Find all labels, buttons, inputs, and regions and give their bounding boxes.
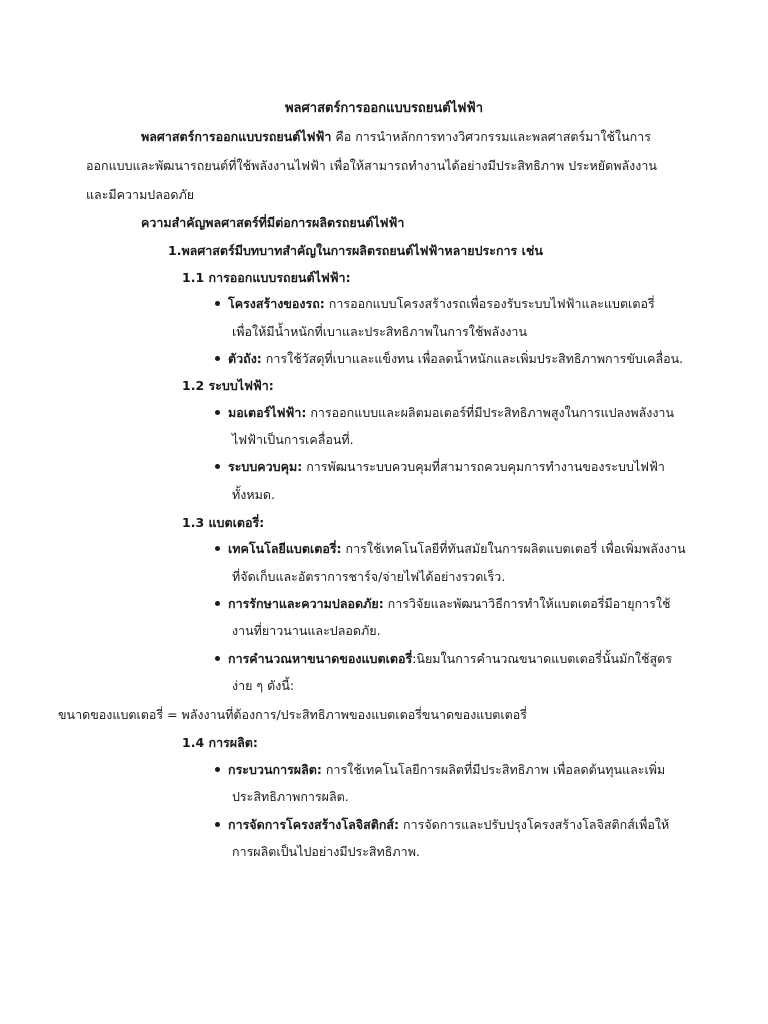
s13-bullet-1 — [228, 539, 686, 559]
bullet-icon — [215, 464, 220, 469]
bullet-term: เทคโนโลยีแบตเตอรี่: — [228, 541, 342, 556]
bullet-text: การใช้เทคโนโลยีที่ทันสมัยในการผลิตแบตเตอรี่ เพื่อเพิ่มพลังงาน — [341, 541, 686, 556]
battery-formula: ขนาดของแบตเตอรี่ = พลังงานที่ต้องการ/ประสิทธิภาพของแบตเตอรี่ขนาดของแบตเตอรี่ — [58, 707, 528, 722]
s13-bullet-1-cont: ที่จัดเก็บและอัตราการชาร์จ/จ่ายไฟได้อย่างรวดเร็ว. — [232, 569, 506, 584]
bullet-icon — [215, 301, 220, 306]
bullet-term: ระบบควบคุม: — [228, 459, 303, 474]
s13-bullet-2 — [228, 594, 670, 614]
bullet-term: การรักษาและความปลอดภัย: — [228, 596, 384, 611]
s12-bullet-1 — [228, 403, 674, 423]
intro-line-1 — [141, 127, 651, 147]
bullet-term: โครงสร้างของรถ: — [228, 296, 325, 311]
s14-bullet-1 — [228, 760, 665, 780]
bullet-icon — [215, 546, 220, 551]
s11-bullet-1 — [228, 294, 655, 314]
bullet-text: การวิจัยและพัฒนาวิธีการทำให้แบตเตอรี่มีอายุการใช้ — [383, 596, 671, 611]
intro-line-2: ออกแบบและพัฒนารถยนต์ที่ใช้พลังงานไฟฟ้า เพื่อให้สามารถทำงานได้อย่างมีประสิทธิภาพ ประหยัดพลังงาน — [86, 158, 657, 173]
bullet-term: การจัดการโครงสร้างโลจิสติกส์: — [228, 817, 400, 832]
section-1-1-heading: 1.1 การออกแบบรถยนต์ไฟฟ้า: — [182, 270, 351, 285]
s12-bullet-2 — [228, 457, 665, 477]
s13-bullet-3-cont: ง่าย ๆ ดังนี้: — [232, 678, 295, 693]
bullet-icon — [215, 767, 220, 772]
bullet-text: การจัดการและปรับปรุงโครงสร้างโลจิสติกส์เพื่อให้ — [399, 817, 670, 832]
section-1-3-heading: 1.3 แบตเตอรี่: — [182, 515, 265, 530]
bullet-text: การออกแบบโครงสร้างรถเพื่อรองรับระบบไฟฟ้าและแบตเตอรี่ — [324, 296, 655, 311]
bullet-text: :นิยมในการคำนวณขนาดแบตเตอรี่นั้นมักใช้สูตร — [412, 651, 672, 666]
point-1-heading: 1.พลศาสตร์มีบทบาทสำคัญในการผลิตรถยนต์ไฟฟ้าหลายประการ เช่น — [168, 243, 543, 258]
bullet-text: การพัฒนาระบบควบคุมที่สามารถควบคุมการทำงานของระบบไฟฟ้า — [302, 459, 665, 474]
section-1-4-heading: 1.4 การผลิต: — [182, 735, 258, 750]
bullet-icon — [215, 822, 220, 827]
bullet-term: ตัวถัง: — [228, 351, 262, 366]
s11-bullet-1-cont: เพื่อให้มีน้ำหนักที่เบาและประสิทธิภาพในการใช้พลังงาน — [232, 324, 527, 339]
s12-bullet-1-cont: ไฟฟ้าเป็นการเคลื่อนที่. — [232, 432, 354, 447]
s14-bullet-1-cont: ประสิทธิภาพการผลิต. — [232, 789, 349, 804]
bullet-icon — [215, 410, 220, 415]
s14-bullet-2 — [228, 815, 669, 835]
bullet-text: การใช้วัสดุที่เบาและแข็งทน เพื่อลดน้ำหนักและเพิ่มประสิทธิภาพการขับเคลื่อน. — [261, 351, 684, 366]
s11-bullet-2 — [228, 349, 683, 369]
s14-bullet-2-cont: การผลิตเป็นไปอย่างมีประสิทธิภาพ. — [232, 844, 420, 859]
s12-bullet-2-cont: ทั้งหมด. — [232, 487, 275, 502]
section-1-2-heading: 1.2 ระบบไฟฟ้า: — [182, 378, 274, 393]
s13-bullet-3 — [228, 649, 672, 669]
bullet-text: การออกแบบและผลิตมอเตอร์ที่มีประสิทธิภาพสูงในการแปลงพลังงาน — [306, 405, 674, 420]
bullet-icon — [215, 656, 220, 661]
bullet-text: การใช้เทคโนโลยีการผลิตที่มีประสิทธิภาพ เพื่อลดต้นทุนและเพิ่ม — [321, 762, 666, 777]
bullet-icon — [215, 356, 220, 361]
bullet-term: มอเตอร์ไฟฟ้า: — [228, 405, 307, 420]
bullet-icon — [215, 601, 220, 606]
bullet-term: การคำนวณหาขนาดของแบตเตอรี่ — [228, 651, 413, 666]
intro-term: พลศาสตร์การออกแบบรถยนต์ไฟฟ้า — [141, 129, 332, 144]
s13-bullet-2-cont: งานที่ยาวนานและปลอดภัย. — [232, 623, 381, 638]
intro-text-1: คือ การนำหลักการทางวิศวกรรมและพลศาสตร์มาใช้ในการ — [331, 129, 651, 144]
intro-line-3: และมีความปลอดภัย — [86, 187, 195, 202]
importance-heading: ความสำคัญพลศาสตร์ที่มีต่อการผลิตรถยนต์ไฟฟ้า — [141, 215, 405, 230]
bullet-term: กระบวนการผลิต: — [228, 762, 322, 777]
document-title: พลศาสตร์การออกแบบรถยนต์ไฟฟ้า — [284, 101, 483, 116]
